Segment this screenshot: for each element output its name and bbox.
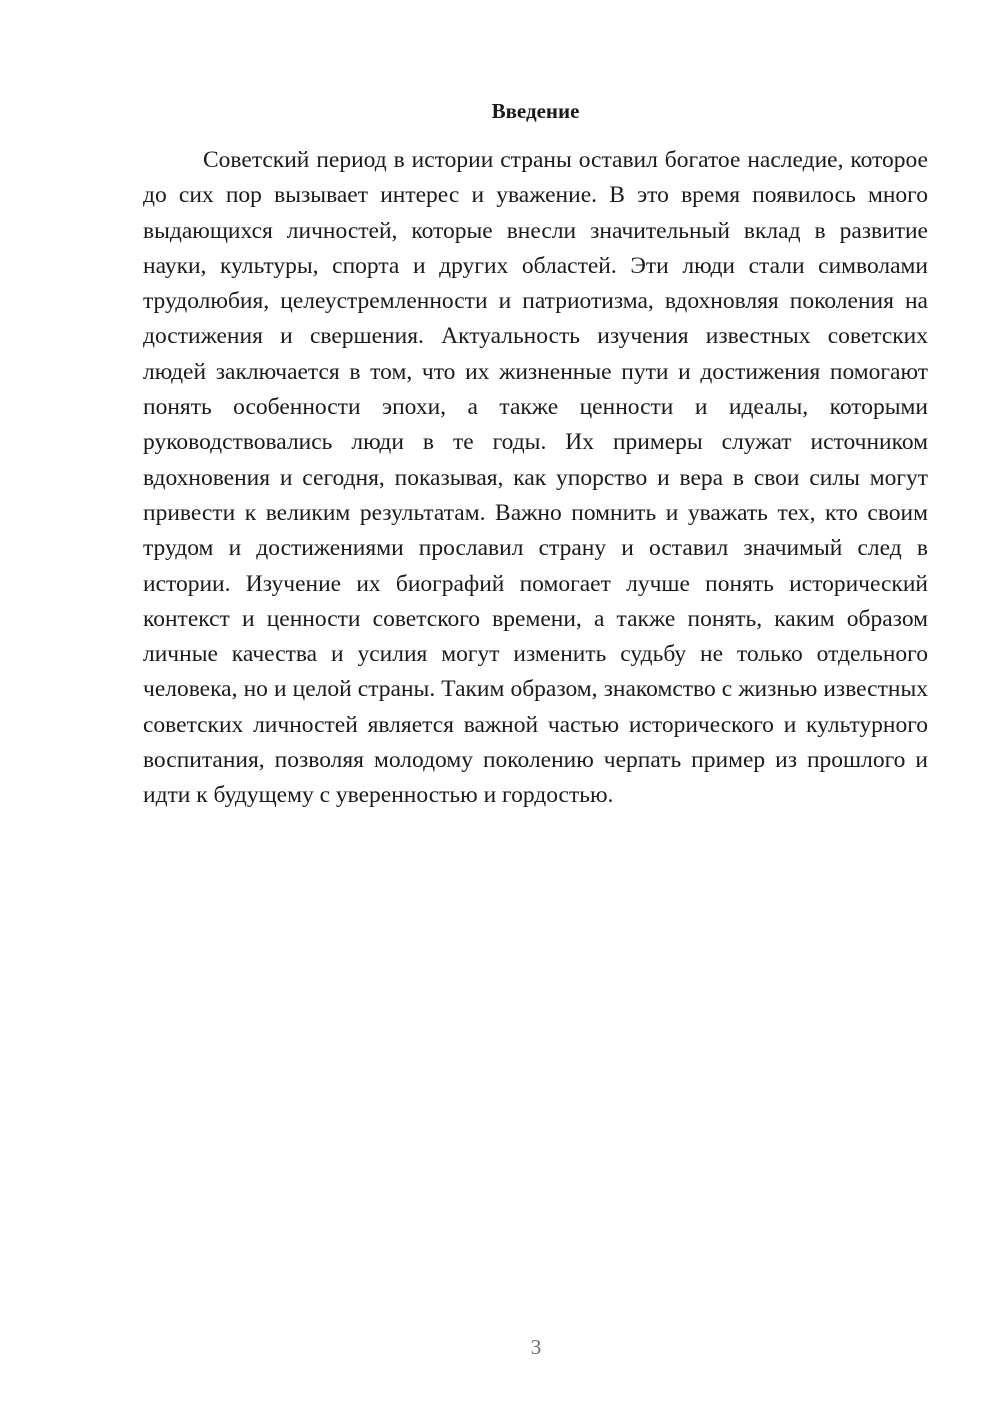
- section-heading: Введение: [491, 99, 580, 123]
- page-number: 3: [530, 1335, 542, 1359]
- introduction-paragraph: Советский период в истории страны оставил богатое наследие, которое до сих пор вызывает интерес и уважение. В это время появилось много выдающихся личностей, которые внесли значительный вклад в развитие науки, культуры, спорта и других областей. Эти люди стали символами трудолюбия, целеустремленности и патриотизма, вдохновляя поколения на достижения и свершения. Актуальность изучения известных советских людей заключается в том, что их жизненные пути и достижения помогают понять особенности эпохи, а также ценности и идеалы, которыми руководствовались люди в те годы. Их примеры служат источником вдохновения и сегодня, показывая, как упорство и вера в свои силы могут привести к великим результатам. Важно помнить и уважать тех, кто своим трудом и достижениями прославил страну и оставил значимый след в истории. Изучение их биографий помогает лучше понять исторический контекст и ценности советского времени, а также понять, каким образом личные качества и усилия могут изменить судьбу не только отдельного человека, но и целой страны. Таким образом, знакомство с жизнью известных советских личностей является важной частью исторического и культурного воспитания, позволяя молодому поколению черпать пример из прошлого и идти к будущему с уверенностью и гордостью.: [143, 147, 928, 809]
